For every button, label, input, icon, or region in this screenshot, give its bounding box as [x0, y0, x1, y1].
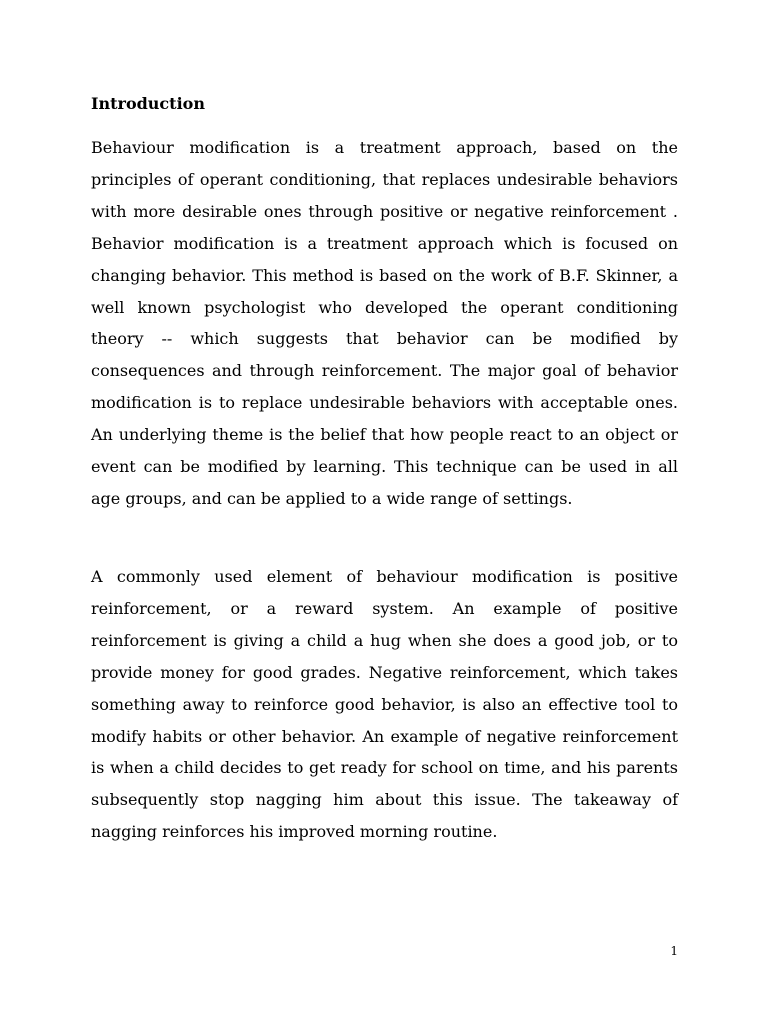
paragraph-2: A commonly used element of behaviour modification is positive reinforcement, or a reward system. An example of positive reinforcement is giving a child a hug when she does a good job, or to provide money for good grades. Negative reinforcement, which takes something away to reinforce good behavior, is also an effective tool to modify habits or other behavior. An example of negative reinforcement is when a child decides to get ready for school on time, and his parents subsequently stop nagging him about this issue. The takeaway of nagging reinforces his improved morning routine. — [91, 567, 678, 842]
section-heading: Introduction — [91, 94, 205, 113]
page-number: 1 — [670, 944, 678, 958]
paragraph-1: Behaviour modification is a treatment approach, based on the principles of operant conditioning, that replaces undesirable behaviors with more desirable ones through positive or negative reinforcement . Behavior modification is a treatment approach which is focused on changing behavior. This method is based on the work of B.F. Skinner, a well known psychologist who developed the operant conditioning theory -- which suggests that behavior can be modified by consequences and through reinforcement. The major goal of behavior modification is to replace undesirable behaviors with acceptable ones. An underlying theme is the belief that how people react to an object or event can be modified by learning. This technique can be used in all age groups, and can be applied to a wide range of settings. — [91, 138, 678, 508]
